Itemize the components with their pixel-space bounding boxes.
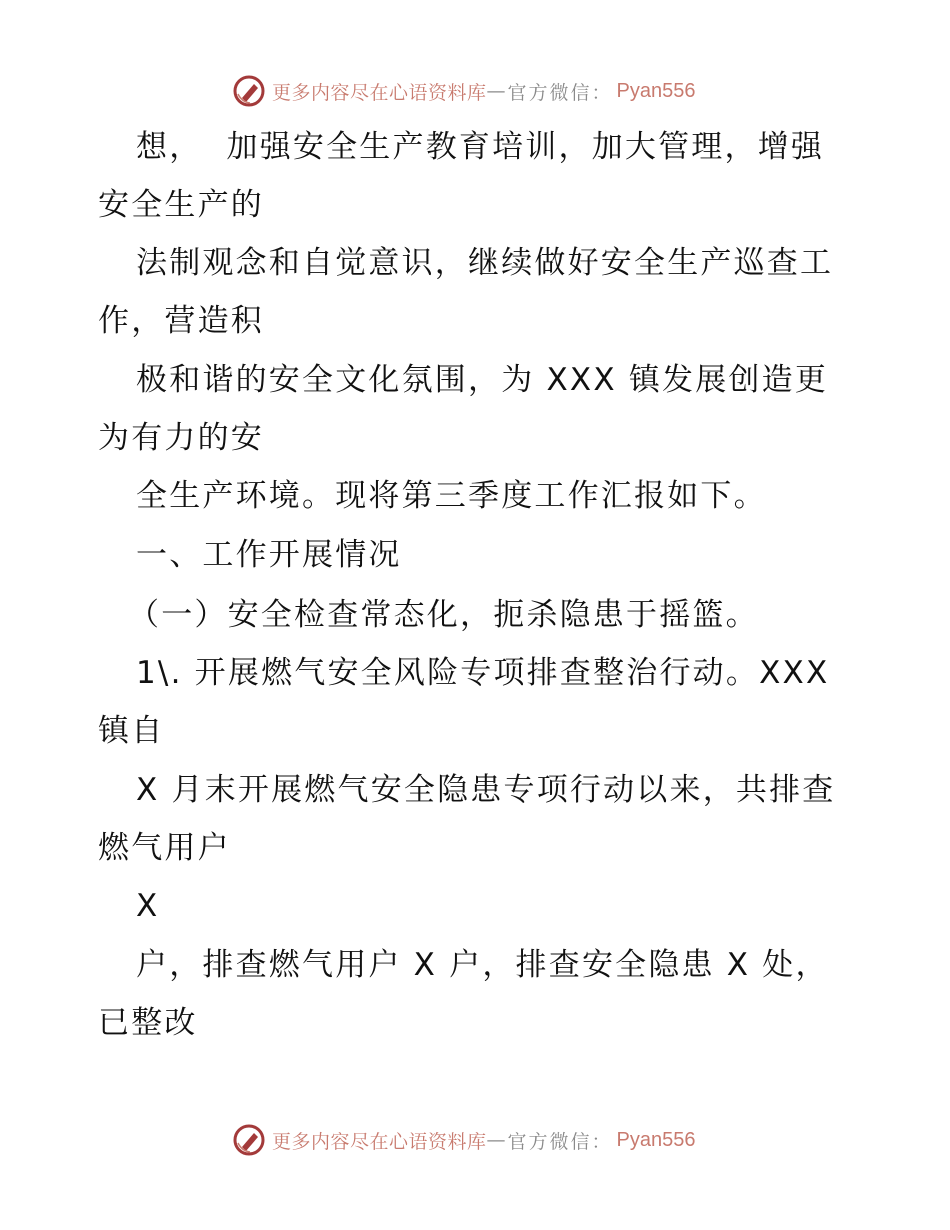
- body-line: 户，排查燃气用户 X 户，排查安全隐患 X 处，: [136, 947, 829, 983]
- pen-nib-logo-icon: [232, 1123, 266, 1157]
- body-line: X: [136, 888, 160, 924]
- body-line: 1\. 开展燃气安全风险专项排查整治行动。XXX: [136, 655, 830, 691]
- body-line: X 月末开展燃气安全隐患专项行动以来，共排查: [136, 772, 836, 808]
- footer-watermark: [232, 1120, 696, 1160]
- header-watermark: [232, 71, 696, 111]
- watermark-wechat-label: 官方微信：: [507, 1130, 613, 1153]
- watermark-separator: —: [486, 80, 508, 102]
- section-heading: 一、工作开展情况: [136, 537, 402, 573]
- subsection-heading: （一）安全检查常态化，扼杀隐患于摇篮。: [128, 597, 759, 633]
- body-line: 作，营造积: [98, 303, 264, 339]
- watermark-separator: —: [486, 1129, 508, 1151]
- body-line: 法制观念和自觉意识，继续做好安全生产巡查工: [136, 245, 834, 281]
- body-line: 已整改: [98, 1005, 198, 1041]
- watermark-wechat-id: Pyan556: [616, 79, 696, 102]
- watermark-main-text: 更多内容尽在心语资料库: [272, 81, 487, 104]
- watermark-wechat-label: 官方微信：: [507, 81, 613, 104]
- body-line: 安全生产的: [98, 187, 264, 223]
- body-line: 燃气用户: [98, 830, 231, 866]
- watermark-main-text: 更多内容尽在心语资料库: [272, 1130, 487, 1153]
- pen-nib-logo-icon: [232, 74, 266, 108]
- watermark-wechat-id: Pyan556: [616, 1128, 696, 1151]
- body-line: 极和谐的安全文化氛围，为 XXX 镇发展创造更: [136, 362, 829, 398]
- body-line: 镇自: [98, 713, 165, 749]
- body-line: 为有力的安: [98, 420, 264, 456]
- body-line: 想， 加强安全生产教育培训，加大管理，增强: [136, 129, 825, 165]
- body-line: 全生产环境。现将第三季度工作汇报如下。: [136, 478, 767, 514]
